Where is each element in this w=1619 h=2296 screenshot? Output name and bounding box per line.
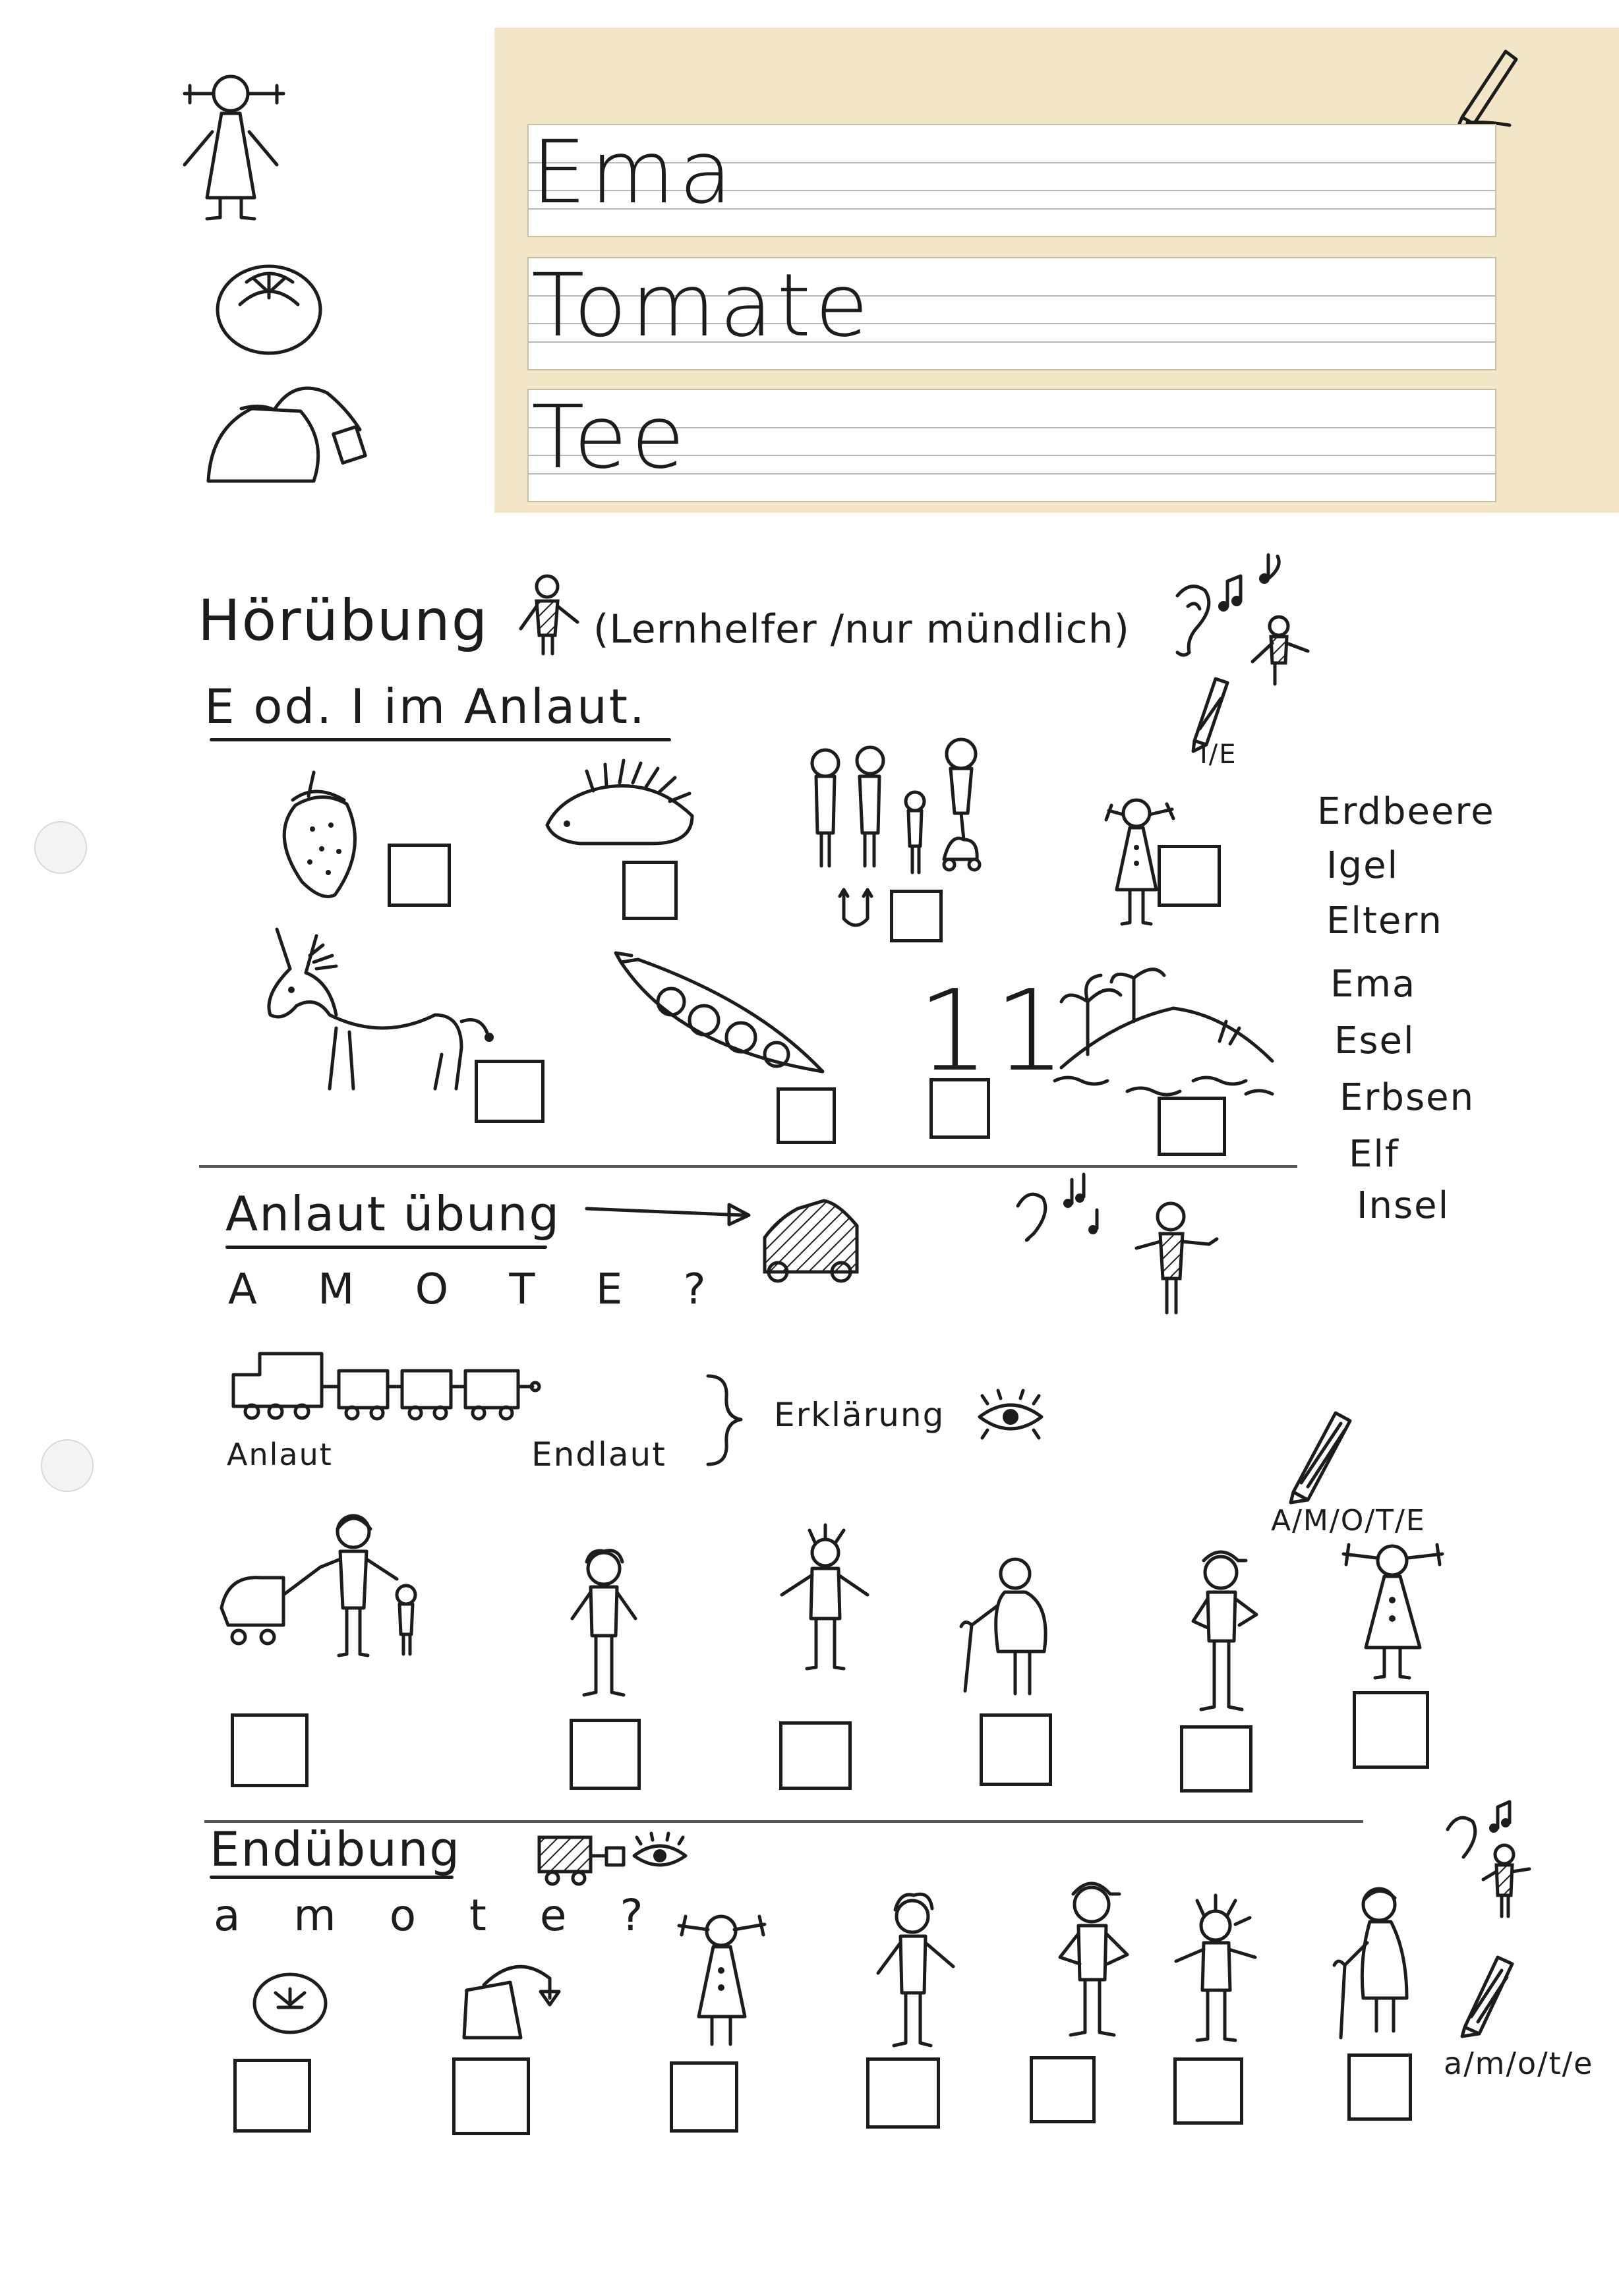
label-endlaut: Endlaut bbox=[531, 1435, 666, 1474]
word-eltern: Eltern bbox=[1326, 900, 1443, 942]
eye-icon bbox=[974, 1391, 1047, 1443]
answer-box-igel[interactable] bbox=[622, 861, 678, 920]
ema-girl-icon bbox=[1337, 1535, 1449, 1694]
island-icon bbox=[1048, 962, 1299, 1107]
practice-word: Tomate bbox=[531, 255, 873, 357]
mother-with-pram-icon bbox=[215, 1509, 439, 1680]
punch-hole-top bbox=[34, 821, 87, 874]
tea-bag-icon bbox=[202, 369, 373, 488]
pencil-icon bbox=[1448, 43, 1520, 129]
train-icon bbox=[229, 1344, 599, 1423]
pencil-icon bbox=[1456, 1951, 1521, 2036]
word-list bbox=[1317, 790, 1495, 1227]
section-divider-1 bbox=[199, 1165, 1297, 1168]
donkey-icon bbox=[250, 916, 501, 1101]
old-man-with-cane-icon bbox=[952, 1553, 1064, 1704]
word-elf: Elf bbox=[1349, 1133, 1399, 1176]
girl-stick-figure-icon bbox=[178, 66, 290, 224]
answer-box-anlaut-4[interactable] bbox=[980, 1713, 1052, 1786]
answer-box-ema[interactable] bbox=[1158, 845, 1221, 907]
boy-spiky-hair-icon bbox=[775, 1522, 874, 1680]
hedgehog-icon bbox=[541, 751, 705, 857]
hoeruebung-note: (Lernhelfer /nur mündlich) bbox=[593, 606, 1131, 652]
answer-box-eltern[interactable] bbox=[890, 890, 943, 942]
title-underline bbox=[210, 1876, 454, 1879]
ear-with-notes-icon bbox=[1164, 540, 1322, 692]
label-anlaut: Anlaut bbox=[227, 1437, 333, 1472]
pencil-letters-i-e: I/E bbox=[1200, 739, 1237, 770]
helper-figure-icon bbox=[1130, 1199, 1222, 1318]
pencil-icon bbox=[1281, 1404, 1361, 1503]
letters-anlaut: A M O T E ? bbox=[228, 1265, 730, 1314]
answer-box-anlaut-3[interactable] bbox=[779, 1721, 852, 1790]
punch-hole-bottom bbox=[41, 1439, 94, 1492]
answer-box-erbsen[interactable] bbox=[777, 1087, 836, 1144]
curly-brace-icon bbox=[701, 1371, 748, 1470]
answer-box-end-5[interactable] bbox=[1030, 2056, 1096, 2123]
word-esel: Esel bbox=[1334, 1019, 1415, 1062]
boy-curly-hair-icon bbox=[558, 1546, 650, 1711]
man-with-cap-icon bbox=[1173, 1542, 1279, 1720]
boy-curly-hair-icon bbox=[864, 1887, 962, 2052]
practice-word: Ema bbox=[531, 122, 736, 223]
tea-bag-icon bbox=[457, 1952, 570, 2044]
answer-box-elf[interactable] bbox=[929, 1078, 990, 1139]
section-title-hoeruebung: Hörübung bbox=[198, 588, 489, 654]
pea-pod-icon bbox=[612, 949, 829, 1081]
answer-box-anlaut-1[interactable] bbox=[231, 1713, 309, 1787]
subtitle-underline bbox=[210, 738, 671, 741]
explanation-label: Erklärung bbox=[774, 1396, 945, 1434]
answer-box-anlaut-6[interactable] bbox=[1353, 1691, 1429, 1769]
answer-box-anlaut-5[interactable] bbox=[1180, 1725, 1252, 1793]
grandmother-with-cane-icon bbox=[1329, 1880, 1428, 2044]
answer-box-end-7[interactable] bbox=[1347, 2053, 1412, 2121]
eye-icon bbox=[630, 1833, 690, 1877]
boy-spiky-hair-icon bbox=[1169, 1891, 1262, 2050]
pencil-letters-lowercase: a/m/o/t/e bbox=[1444, 2046, 1594, 2081]
title-underline bbox=[225, 1246, 547, 1249]
ear-with-notes-icon bbox=[1011, 1170, 1117, 1243]
girl-pigtails-icon bbox=[672, 1905, 771, 2056]
helper-figure-icon bbox=[1477, 1843, 1536, 1922]
arrow-to-car-icon bbox=[580, 1186, 870, 1278]
answer-box-anlaut-2[interactable] bbox=[570, 1719, 641, 1790]
word-erbsen: Erbsen bbox=[1339, 1076, 1475, 1119]
writing-strip-ema[interactable] bbox=[527, 124, 1496, 237]
answer-box-end-1[interactable] bbox=[233, 2059, 311, 2133]
answer-box-esel[interactable] bbox=[475, 1060, 545, 1123]
writing-strip-tomate[interactable] bbox=[527, 257, 1496, 370]
section-title-enduebung: Endübung bbox=[210, 1822, 461, 1877]
strawberry-icon bbox=[276, 770, 368, 902]
word-erdbeere: Erdbeere bbox=[1317, 790, 1495, 833]
answer-box-insel[interactable] bbox=[1158, 1097, 1226, 1156]
eleven-number-drawing: 11 bbox=[918, 966, 1071, 1097]
tomato-icon bbox=[250, 1970, 330, 2036]
answer-box-end-4[interactable] bbox=[866, 2057, 940, 2129]
word-ema: Ema bbox=[1330, 963, 1417, 1006]
word-igel: Igel bbox=[1326, 844, 1399, 887]
helper-figure-icon bbox=[517, 572, 583, 658]
section-subtitle-anlaut-e-i: E od. I im Anlaut. bbox=[204, 679, 647, 734]
writing-strip-tee[interactable] bbox=[527, 389, 1496, 502]
practice-word: Tee bbox=[531, 387, 689, 488]
answer-box-end-6[interactable] bbox=[1173, 2057, 1243, 2125]
tomato-icon bbox=[214, 258, 326, 357]
answer-box-erdbeere[interactable] bbox=[388, 844, 451, 907]
pencil-letters-capitals: A/M/O/T/E bbox=[1271, 1504, 1426, 1537]
answer-box-end-2[interactable] bbox=[452, 2057, 530, 2135]
letters-endlaut: a m o t e ? bbox=[214, 1890, 663, 1941]
wagon-with-arrow-icon bbox=[535, 1833, 628, 1886]
man-with-cap-icon bbox=[1044, 1874, 1143, 2046]
section-title-anlautuebung: Anlaut übung bbox=[225, 1186, 561, 1242]
answer-box-end-3[interactable] bbox=[670, 2061, 738, 2133]
word-insel: Insel bbox=[1357, 1184, 1450, 1227]
